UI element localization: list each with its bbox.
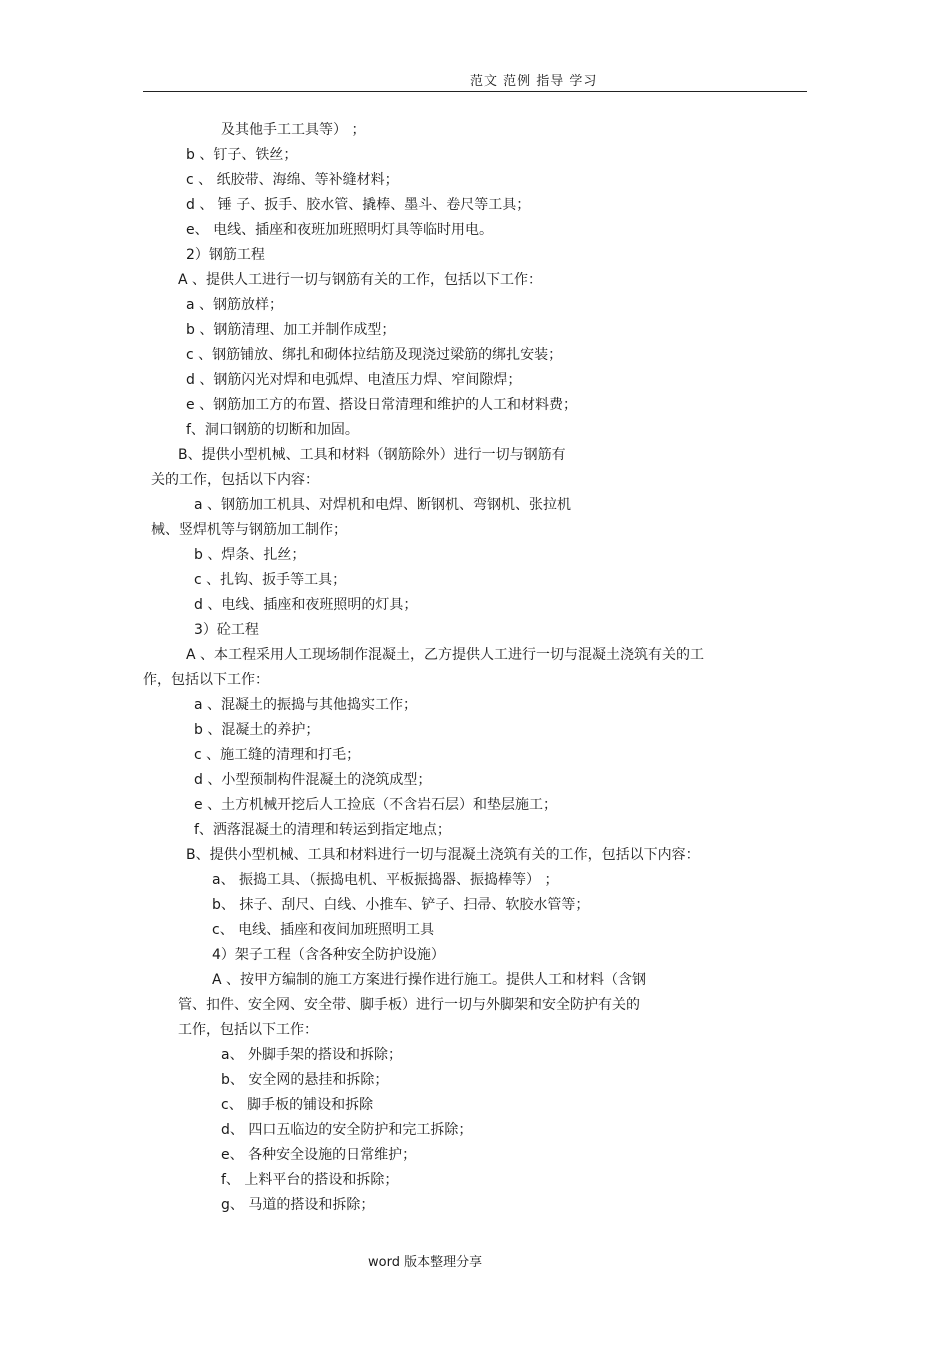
text-line: b、 抹子、刮尺、白线、小推车、铲子、扫帚、软胶水管等； [212, 897, 590, 913]
text-line: b 、焊条、扎丝； [194, 547, 306, 563]
text-line: d 、钢筋闪光对焊和电弧焊、电渣压力焊、窄间隙焊； [186, 372, 522, 388]
text-line: c 、扎钩、扳手等工具； [194, 572, 347, 588]
text-line: 及其他手工工具等） ； [221, 122, 366, 138]
text-line: b、 安全网的悬挂和拆除； [221, 1072, 389, 1088]
text-line: 关的工作，包括以下内容： [151, 472, 319, 488]
text-line: d、 四口五临边的安全防护和完工拆除； [221, 1122, 473, 1138]
text-line: d 、电线、插座和夜班照明的灯具； [194, 597, 418, 613]
text-line: e、 电线、插座和夜班加班照明灯具等临时用电。 [186, 222, 494, 238]
text-line: B、提供小型机械、工具和材料（钢筋除外）进行一切与钢筋有 [178, 447, 566, 463]
text-line: c、 电线、插座和夜间加班照明工具 [212, 922, 435, 938]
header-rule [143, 91, 807, 92]
text-line: d 、小型预制构件混凝土的浇筑成型； [194, 772, 432, 788]
text-line: a 、钢筋加工机具、对焊机和电焊、断钢机、弯钢机、张拉机 [194, 497, 572, 513]
section-heading: 2）钢筋工程 [186, 247, 265, 263]
text-line: f、洒落混凝土的清理和转运到指定地点； [194, 822, 451, 838]
text-line: d 、 锤 子、扳手、胶水管、撬棒、墨斗、卷尺等工具； [186, 197, 531, 213]
header-text: 范文 范例 指导 学习 [470, 74, 598, 89]
text-line: b 、钢筋清理、加工并制作成型； [186, 322, 396, 338]
text-line: A 、提供人工进行一切与钢筋有关的工作，包括以下工作： [178, 272, 543, 288]
text-line: 管、扣件、安全网、安全带、脚手板）进行一切与外脚架和安全防护有关的 [178, 997, 640, 1013]
text-line: b 、钉子、铁丝； [186, 147, 298, 163]
text-line: 作，包括以下工作： [143, 672, 269, 688]
text-line: f、洞口钢筋的切断和加固。 [186, 422, 359, 438]
text-line: f、 上料平台的搭设和拆除； [221, 1172, 399, 1188]
text-line: a 、混凝土的振捣与其他捣实工作； [194, 697, 418, 713]
text-line: c 、钢筋铺放、绑扎和砌体拉结筋及现浇过梁筋的绑扎安装； [186, 347, 563, 363]
text-line: e 、土方机械开挖后人工捡底（不含岩石层）和垫层施工； [194, 797, 558, 813]
text-line: c 、 纸胶带、海绵、等补缝材料； [186, 172, 399, 188]
text-line: A 、按甲方编制的施工方案进行操作进行施工。提供人工和材料（含钢 [212, 972, 647, 988]
text-line: A 、本工程采用人工现场制作混凝土，乙方提供人工进行一切与混凝土浇筑有关的工 [186, 647, 705, 663]
text-line: c 、施工缝的清理和打毛； [194, 747, 361, 763]
page-footer: word 版本整理分享 [368, 1255, 483, 1270]
section-heading: 4）架子工程（含各种安全防护设施） [212, 947, 445, 963]
text-line: 工作，包括以下工作： [178, 1022, 318, 1038]
text-line: a、 振捣工具、（振捣电机、平板振捣器、振捣棒等） ； [212, 872, 559, 888]
text-line: 械、竖焊机等与钢筋加工制作； [151, 522, 347, 538]
text-line: g、 马道的搭设和拆除； [221, 1197, 375, 1213]
text-line: a 、钢筋放样； [186, 297, 284, 313]
text-line: b 、混凝土的养护； [194, 722, 320, 738]
section-heading: 3）砼工程 [194, 622, 259, 638]
text-line: B、提供小型机械、工具和材料进行一切与混凝土浇筑有关的工作，包括以下内容： [186, 847, 700, 863]
text-line: e 、钢筋加工方的布置、搭设日常清理和维护的人工和材料费； [186, 397, 578, 413]
text-line: c、 脚手板的铺设和拆除 [221, 1097, 374, 1113]
text-line: a、 外脚手架的搭设和拆除； [221, 1047, 403, 1063]
text-line: e、 各种安全设施的日常维护； [221, 1147, 417, 1163]
